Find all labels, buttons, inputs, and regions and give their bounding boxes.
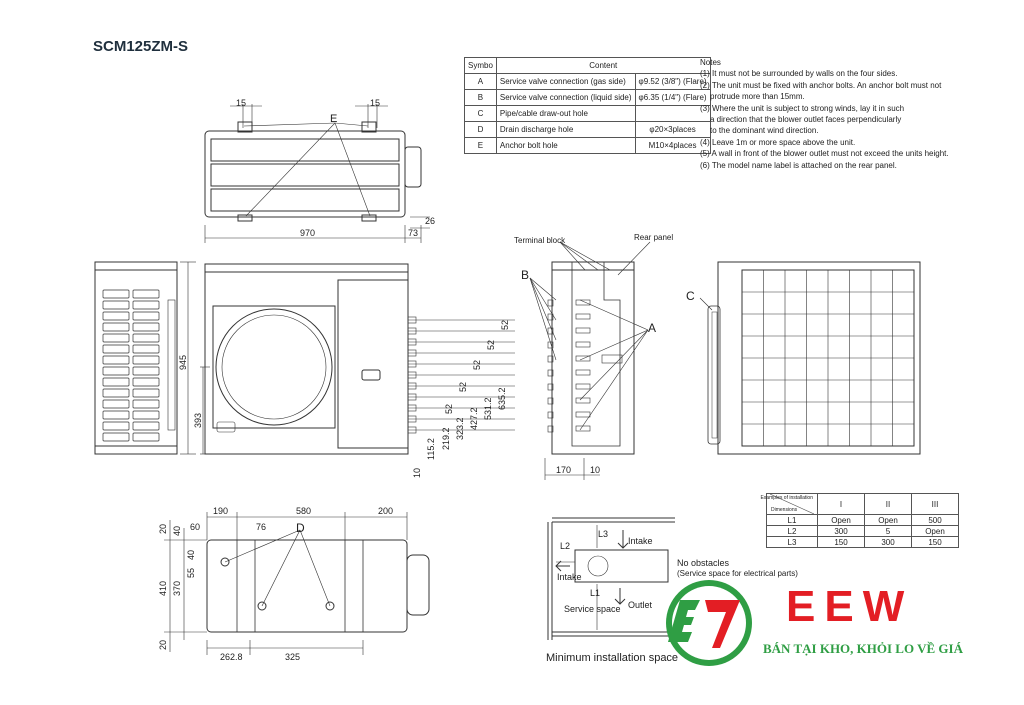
- louver-slot: [103, 378, 129, 386]
- louver-grid: [103, 290, 159, 441]
- louver-slot: [103, 422, 129, 430]
- dim-inner: 60: [190, 522, 201, 532]
- valve-fitting: [576, 426, 590, 431]
- row-name: L3: [767, 537, 818, 548]
- dim-label: 15: [370, 98, 381, 108]
- valve-fitting: [576, 370, 590, 375]
- corner-bottom: Dimensions: [771, 507, 798, 513]
- notes-title: Notes: [700, 58, 721, 67]
- dim-fan-center: 393: [193, 412, 203, 428]
- row-symbol: B: [465, 90, 497, 106]
- note-line: (3) Where the unit is subject to strong winds, lay it in such: [700, 103, 905, 113]
- louver-slot: [133, 378, 159, 386]
- note-line: (4) Leave 1m or more space above the unit.: [700, 137, 856, 147]
- installation-dimensions-table: [760, 493, 959, 548]
- callout-d: D: [296, 521, 305, 535]
- dim-side-depth: 26: [425, 216, 436, 226]
- dim-left: 40: [186, 549, 196, 560]
- dim-left: 410: [158, 580, 168, 596]
- row-symbol: C: [465, 106, 497, 122]
- pipe-dim: 427.2: [469, 407, 479, 430]
- label-intake-left: Intake: [557, 572, 582, 582]
- label-l1: L1: [590, 588, 601, 598]
- label-no-obstacles: No obstacles: [677, 558, 730, 568]
- louver-slot: [103, 334, 129, 342]
- louver-slot: [133, 356, 159, 364]
- valve-fitting: [576, 398, 590, 403]
- row-symbol: A: [465, 74, 497, 90]
- dim-depth: 170: [556, 465, 572, 475]
- note-line: to the dominant wind direction.: [710, 126, 819, 136]
- label-service-space: Service space: [564, 604, 621, 614]
- louver-slot: [133, 290, 159, 298]
- dim-width: 970: [300, 228, 316, 238]
- row-content: Pipe/cable draw-out hole: [496, 106, 635, 122]
- louver-slot: [133, 367, 159, 375]
- corner-cell: [760, 494, 818, 515]
- note-line: (6) The model name label is attached on the rear panel.: [700, 160, 897, 170]
- louver-slot: [133, 411, 159, 419]
- valve-fitting: [576, 384, 590, 389]
- service-valves: [548, 300, 590, 432]
- note-line: protrude more than 15mm.: [710, 92, 805, 102]
- dim-side-offset: 73: [408, 228, 419, 238]
- pipe-dim: 52: [486, 339, 496, 350]
- pipe-dim: 219.2: [441, 427, 451, 450]
- eew-logo-text: EEW: [786, 582, 914, 631]
- louver-slot: [103, 400, 129, 408]
- dim-offset: 10: [590, 465, 601, 475]
- louver-slot: [133, 323, 159, 331]
- label-l2: L2: [560, 541, 571, 551]
- row-symbol: D: [465, 122, 497, 138]
- dim-top: 580: [296, 506, 312, 516]
- table-row: [767, 537, 959, 548]
- cell: 150: [912, 537, 959, 548]
- callout-e: E: [330, 113, 338, 125]
- louver-slot: [103, 356, 129, 364]
- louver-slot: [103, 433, 129, 441]
- dim-top: 190: [213, 506, 229, 516]
- row-spec: φ9.52 (3/8") (Flare): [635, 74, 710, 90]
- label-outlet: Outlet: [628, 600, 653, 610]
- cell: 300: [818, 526, 865, 537]
- top-view: [205, 104, 430, 243]
- column-header: III: [912, 494, 959, 515]
- column-header: II: [865, 494, 912, 515]
- louver-slot: [103, 301, 129, 309]
- row-content: Anchor bolt hole: [496, 138, 635, 154]
- dim-bottom: 262.8: [220, 652, 243, 662]
- column-header: I: [818, 494, 865, 515]
- label-terminal-block: Terminal block: [514, 236, 566, 245]
- dim-top: 200: [378, 506, 394, 516]
- pipe-dim: 531.2: [483, 397, 493, 420]
- dim-inner: 76: [256, 522, 267, 532]
- label-rear-panel: Rear panel: [634, 233, 674, 242]
- row-spec: φ20×3places: [635, 122, 710, 138]
- dim-left: 40: [172, 525, 182, 536]
- dim-left: 20: [158, 639, 168, 650]
- pipe-dim: 323.2: [455, 417, 465, 440]
- dim-bottom: 325: [285, 652, 301, 662]
- note-line: (2) The unit must be fixed with anchor bolts. An anchor bolt must not: [700, 80, 942, 90]
- eew-logo-mark: [666, 580, 752, 666]
- pipe-dim: 635.2: [497, 387, 507, 410]
- pipe-dim: 52: [458, 381, 468, 392]
- louver-slot: [103, 411, 129, 419]
- column-header-symbol: Symbo: [465, 58, 497, 74]
- louver-slot: [103, 323, 129, 331]
- row-spec: M10×4places: [635, 138, 710, 154]
- callout-a: A: [648, 321, 657, 335]
- cell: 150: [818, 537, 865, 548]
- cell: 500: [912, 515, 959, 526]
- louver-slot: [133, 433, 159, 441]
- column-header-content: Content: [496, 58, 710, 74]
- valve-fitting: [576, 412, 590, 417]
- note-line: (1) It must not be surrounded by walls on the four sides.: [700, 69, 898, 79]
- louver-slot: [133, 400, 159, 408]
- eew-slogan: BÁN TẠI KHO, KHỎI LO VỀ GIÁ: [763, 641, 963, 656]
- louver-slot: [103, 345, 129, 353]
- label-service-note: (Service space for electrical parts): [677, 569, 798, 578]
- table-row: [767, 526, 959, 537]
- dim-left: 20: [158, 523, 168, 534]
- cell: 300: [865, 537, 912, 548]
- valve-fitting: [576, 342, 590, 347]
- table-row: [767, 515, 959, 526]
- valve-fitting: [576, 328, 590, 333]
- install-caption: Minimum installation space: [546, 652, 679, 664]
- louver-slot: [133, 389, 159, 397]
- louver-slot: [133, 301, 159, 309]
- louver-slot: [133, 312, 159, 320]
- dim-label: 15: [236, 98, 247, 108]
- row-content: Drain discharge hole: [496, 122, 635, 138]
- pipe-dim: 115.2: [426, 438, 436, 460]
- dim-left: 370: [172, 580, 182, 596]
- louver-slot: [133, 334, 159, 342]
- pipe-dim: 52: [472, 359, 482, 370]
- louver-slot: [103, 389, 129, 397]
- callout-b: B: [521, 268, 530, 282]
- rear-grille: [742, 270, 914, 446]
- row-name: L1: [767, 515, 818, 526]
- louver-slot: [103, 290, 129, 298]
- pipe-dimension-lines: [408, 317, 515, 433]
- table-header-row: [767, 494, 959, 515]
- louver-slot: [103, 367, 129, 375]
- corner-top: Examples of installation: [760, 495, 813, 501]
- row-spec: φ6.35 (1/4") (Flare): [635, 90, 710, 106]
- row-content: Service valve connection (gas side): [496, 74, 635, 90]
- cell: Open: [818, 515, 865, 526]
- pipe-dim: 52: [444, 403, 454, 414]
- model-title: SCM125ZM-S: [93, 38, 189, 55]
- cell: Open: [912, 526, 959, 537]
- valve-fitting: [576, 314, 590, 319]
- pipe-dim: 52: [500, 319, 510, 330]
- note-line: a direction that the blower outlet faces perpendicularly: [710, 115, 902, 125]
- row-content: Service valve connection (liquid side): [496, 90, 635, 106]
- row-symbol: E: [465, 138, 497, 154]
- louver-slot: [133, 345, 159, 353]
- cell: Open: [865, 515, 912, 526]
- note-line: (5) A wall in front of the blower outlet must not exceed the units height.: [700, 149, 949, 159]
- cell: 5: [865, 526, 912, 537]
- louver-slot: [133, 422, 159, 430]
- callout-c: C: [686, 289, 695, 303]
- valve-fitting: [576, 300, 590, 305]
- dim-bottom-offset: 10: [412, 467, 422, 478]
- dim-left: 55: [186, 567, 196, 578]
- label-l3: L3: [598, 529, 609, 539]
- louver-slot: [103, 312, 129, 320]
- row-name: L2: [767, 526, 818, 537]
- dim-height: 945: [178, 354, 188, 370]
- front-view: [200, 264, 408, 454]
- label-intake-top: Intake: [628, 536, 653, 546]
